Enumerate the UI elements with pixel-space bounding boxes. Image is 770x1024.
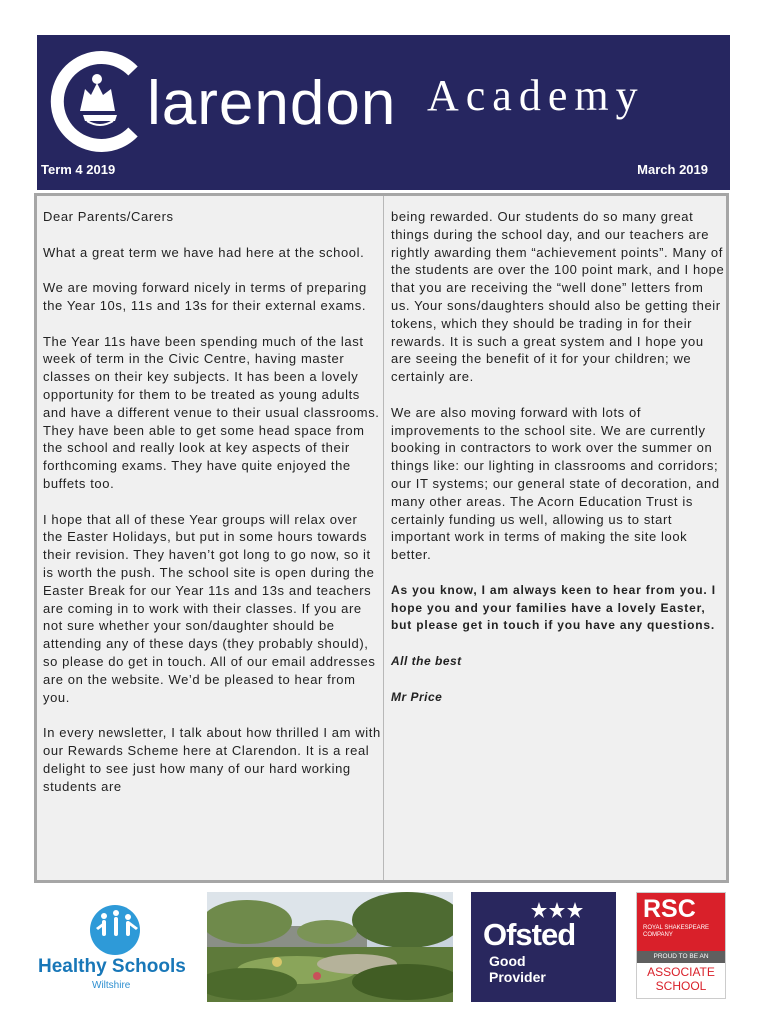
signature: Mr Price <box>391 689 443 704</box>
ofsted-rating-line-2: Provider <box>489 969 546 985</box>
ofsted-good-provider-badge <box>471 892 616 1002</box>
closing-paragraph: As you know, I am always keen to hear from you. I hope you and your families have a lovely Easter, but please get in touch if you have any questions. <box>391 582 716 633</box>
rsc-associate-label <box>637 965 725 993</box>
school-garden-photo <box>207 892 453 1002</box>
rsc-associate-line-1: ASSOCIATE <box>647 965 715 979</box>
healthy-schools-region: Wiltshire <box>92 980 131 991</box>
footer-logos <box>0 892 770 1002</box>
healthy-schools-logo <box>36 898 196 998</box>
paragraph: being rewarded. Our students do so many great things during the school day, and our teachers are rightly awarding them “achievement points”. Many of the students are over the 100 point mark, and I hope that you are receiving the “well done” letters from us. Your sons/daughters should also be getting their tokens, which they should be trading in for their rewards. It is such a great system and I hope you are seeing the benefit of it for your children; we certainly are. <box>391 209 725 385</box>
healthy-schools-figures-icon <box>36 898 196 956</box>
ofsted-rating-line-1: Good <box>489 953 526 969</box>
newsletter-header <box>37 35 730 190</box>
signoff: All the best <box>391 653 462 668</box>
term-label: Term 4 2019 <box>41 162 116 177</box>
paragraph: In every newsletter, I talk about how thrilled I am with our Rewards Scheme here at Clarendon. It is a real delight to see just how many of our hard working students are <box>43 725 381 794</box>
ofsted-title: Ofsted <box>483 917 576 952</box>
paragraph: I hope that all of these Year groups will relax over the Easter Holidays, but put in some hours towards their revision. They haven’t got long to go now, so it is worth the push. The school site is open during the Easter Break for our Year 11s and 13s and teachers are coming in to work with their classes. If you are not sure whether your son/daughter should be attending any of these days (they probably should), so please do get in touch. All of our email addresses are on the website. We’d be pleased to hear from you. <box>43 511 376 705</box>
paragraph: We are moving forward nicely in terms of preparing the Year 10s, 11s and 13s for their external exams. <box>43 280 367 313</box>
paragraph: The Year 11s have been spending much of the last week of term in the Civic Centre, having master classes on their key subjects. It has been a lovely opportunity for them to be treated as young adults and have a different venue to their usual classrooms. They have been able to get some head space from the school and really look at key aspects of their forthcoming exams. They have quite enjoyed the buffets too. <box>43 333 380 491</box>
letter-body <box>34 193 729 883</box>
academy-label: Academy <box>427 71 645 120</box>
rsc-associate-school-badge <box>636 892 726 999</box>
salutation: Dear Parents/Carers <box>43 209 174 224</box>
letter-left-column <box>43 208 381 813</box>
letter-right-column <box>391 208 725 724</box>
clarendon-crest-logo <box>45 49 150 154</box>
column-divider <box>383 196 384 880</box>
healthy-schools-title: Healthy Schools <box>38 956 186 977</box>
rsc-logo-text: RSC <box>643 895 696 923</box>
issue-date: March 2019 <box>637 162 708 177</box>
rsc-company-name: ROYAL SHAKESPEARE COMPANY <box>643 925 710 938</box>
rsc-logo-block <box>637 893 725 951</box>
paragraph: We are also moving forward with lots of improvements to the school site. We are currently booking in contractors to work over the summer on things like: our lighting in classrooms and corridors; our IT systems; our general state of decoration, and many other areas. The Acorn Education Trust is certainly funding us well, allowing us to start important work in terms of making the site look better. <box>391 404 720 563</box>
rsc-proud-label: PROUD TO BE AN <box>637 951 725 963</box>
school-name: larendon <box>147 69 397 138</box>
paragraph: What a great term we have had here at the school. <box>43 244 365 260</box>
rsc-associate-line-2: SCHOOL <box>655 979 707 993</box>
